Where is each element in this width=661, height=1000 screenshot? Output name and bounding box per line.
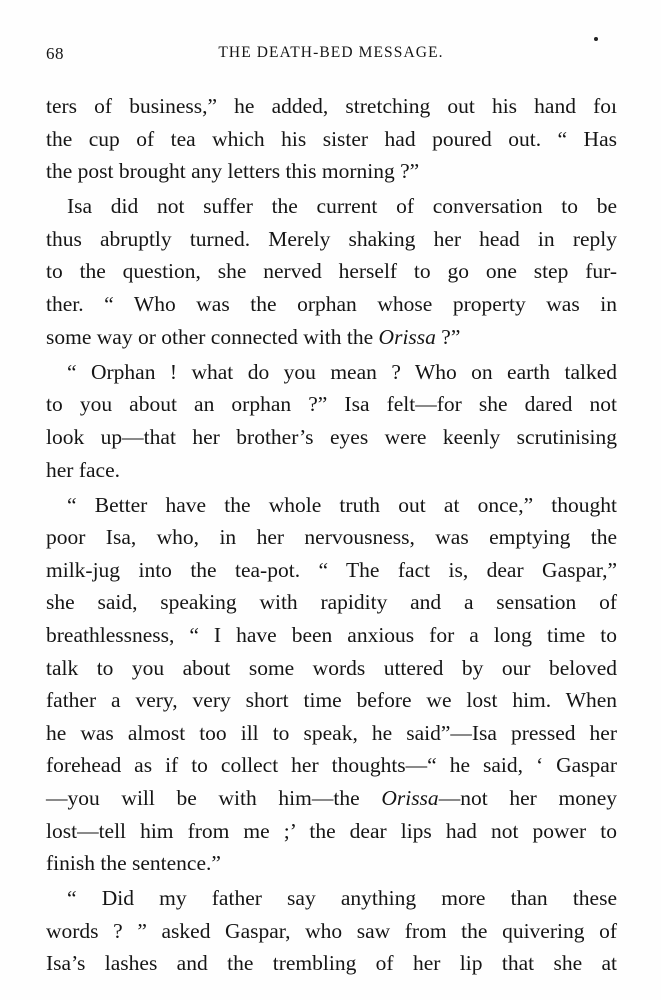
text-line: to you about an orphan ?” Isa felt—for she dared not: [46, 392, 617, 417]
ship-name: Orissa: [381, 785, 439, 810]
text-line: some way or other connected with the Orissa ?”: [46, 324, 461, 349]
text-line: to the question, she nerved herself to go one step fur-: [46, 259, 617, 284]
text-line: the post brought any letters this morning ?”: [46, 159, 420, 184]
text-line: he was almost too ill to speak, he said”—Isa pressed her: [46, 720, 617, 745]
running-head: THE DEATH-BED MESSAGE.: [218, 44, 444, 61]
text-line: thus abruptly turned. Merely shaking her head in reply: [46, 226, 617, 251]
text-line: words ? ” asked Gaspar, who saw from the quivering of: [46, 918, 617, 943]
print-speck: [594, 37, 598, 41]
text-line: milk-jug into the tea-pot. “ The fact is, dear Gaspar,”: [46, 557, 617, 582]
text-line: “ Better have the whole truth out at once,” thought: [67, 492, 617, 517]
text-line: finish the sentence.”: [46, 851, 221, 876]
ship-name: Orissa: [378, 324, 436, 349]
text-line: lost—tell him from me ;’ the dear lips had not power to: [46, 818, 617, 843]
text-line: forehead as if to collect her thoughts—“ he said, ‘ Gaspar: [46, 753, 617, 778]
text-line: she said, speaking with rapidity and a sensation of: [46, 590, 617, 615]
text-line: ters of business,” he added, stretching out his hand foı: [46, 94, 617, 118]
text-line: Isa’s lashes and the trembling of her lip that she at: [46, 951, 617, 976]
text-line: —you will be with him—the Orissa—not her money: [46, 785, 617, 810]
text-line: look up—that her brother’s eyes were keenly scrutinising: [46, 424, 617, 449]
text-line: her face.: [46, 457, 120, 482]
page-number: 68: [46, 44, 64, 63]
body-text: [46, 90, 617, 980]
text-line: ther. “ Who was the orphan whose property was in: [46, 292, 617, 317]
text-line: poor Isa, who, in her nervousness, was emptying the: [46, 525, 617, 550]
text-line: the cup of tea which his sister had poured out. “ Has: [46, 126, 617, 151]
page-header: [46, 44, 616, 68]
text-line: “ Did my father say anything more than these: [67, 886, 617, 911]
text-line: talk to you about some words uttered by our beloved: [46, 655, 617, 680]
text-line: breathlessness, “ I have been anxious for a long time to: [46, 623, 617, 647]
text-line: father a very, very short time before we lost him. When: [46, 688, 617, 713]
text-line: “ Orphan ! what do you mean ? Who on earth talked: [67, 359, 617, 384]
text-line: Isa did not suffer the current of conversation to be: [67, 194, 617, 219]
